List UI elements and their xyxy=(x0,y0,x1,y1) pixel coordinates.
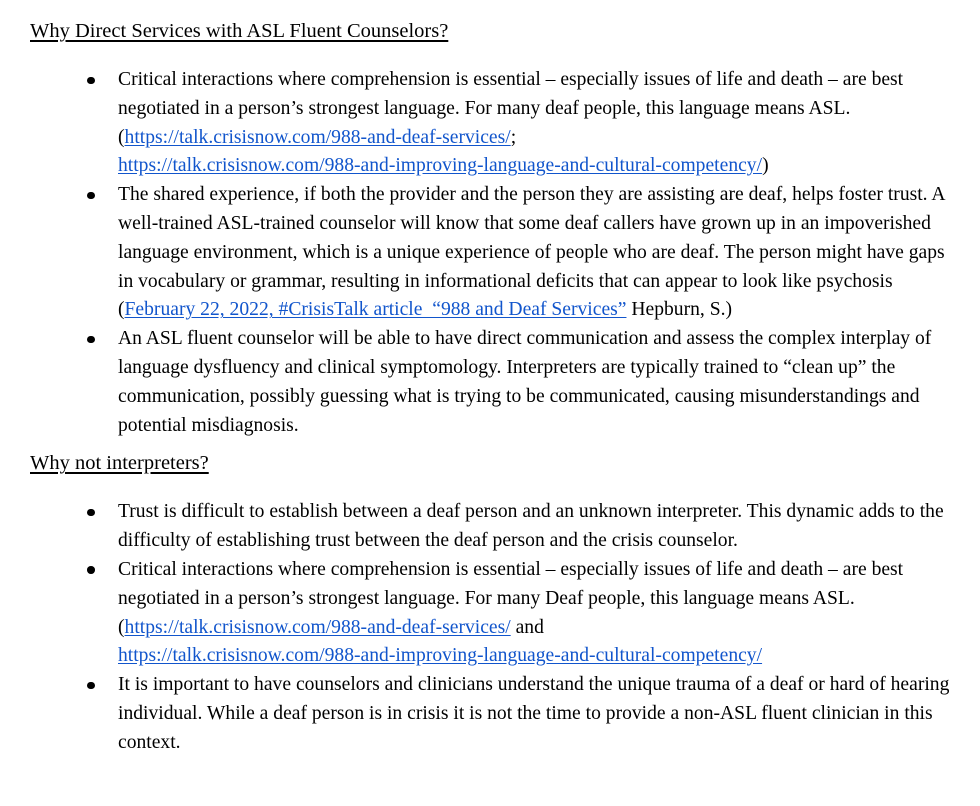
bullet-list xyxy=(30,498,962,757)
text-run: ) xyxy=(762,155,769,177)
list-item xyxy=(30,181,962,325)
bullet-icon xyxy=(87,509,95,517)
section-heading: Why not interpreters? xyxy=(30,452,209,475)
bullet-icon xyxy=(87,77,95,85)
hyperlink[interactable]: https://talk.crisisnow.com/988-and-improving-language-and-cultural-competency/ xyxy=(118,155,763,177)
text-run: An ASL fluent counselor will be able to have direct communication and assess the complex interplay of language dysfluency and clinical symptomology. Interpreters are typically trained to “clean up” the communication, possibly guessing what is trying to be communicated, causing misunderstandings and potential misdiagnosis. xyxy=(118,328,932,436)
hyperlink[interactable]: https://talk.crisisnow.com/988-and-deaf-services/ xyxy=(124,126,511,148)
bullet-icon xyxy=(87,192,95,200)
text-run: and xyxy=(510,616,544,638)
text-run: Critical interactions where comprehension is essential – especially issues of life and death – are best negotiated in a person’s strongest language. For many Deaf people, this language means ASL. ( xyxy=(118,558,904,638)
section-heading: Why Direct Services with ASL Fluent Counselors? xyxy=(30,20,449,42)
hyperlink[interactable]: https://talk.crisisnow.com/988-and-improving-language-and-cultural-competency/ xyxy=(118,645,763,667)
text-run: Trust is difficult to establish between a deaf person and an unknown interpreter. This dynamic adds to the difficulty of establishing trust between the deaf person and the crisis counselor. xyxy=(118,501,944,552)
list-item xyxy=(30,556,962,671)
document-section xyxy=(30,450,962,757)
document-section xyxy=(30,18,962,440)
bullet-icon xyxy=(87,682,95,690)
hyperlink[interactable]: February 22, 2022, #CrisisTalk article “988 and Deaf Services” xyxy=(124,299,627,321)
bullet-icon xyxy=(87,336,95,344)
list-item xyxy=(30,325,962,440)
text-run: Critical interactions where comprehension is essential – especially issues of life and death – are best negotiated in a person’s strongest language. For many deaf people, this language means ASL. ( xyxy=(118,69,904,148)
list-item xyxy=(30,498,962,556)
list-item xyxy=(30,671,962,757)
text-run: Hepburn, S.) xyxy=(626,299,733,321)
document-page xyxy=(30,18,962,758)
hyperlink[interactable]: https://talk.crisisnow.com/988-and-deaf-services/ xyxy=(124,616,511,638)
bullet-icon xyxy=(87,566,95,574)
list-item xyxy=(30,66,962,181)
text-run: The shared experience, if both the provider and the person they are assisting are deaf, helps foster trust. A well-trained ASL-trained counselor will know that some deaf callers have grown up in an impoverished language environment, which is a unique experience of people who are deaf. The person might have gaps in vocabulary or grammar, resulting in informational deficits that can appear to look like psychosis ( xyxy=(118,184,945,321)
text-run: ; xyxy=(510,126,517,148)
text-run: It is important to have counselors and clinicians understand the unique trauma of a deaf or hard of hearing individual. While a deaf person is in crisis it is not the time to provide a non-ASL fluent clinician in this context. xyxy=(118,674,950,753)
bullet-list xyxy=(30,66,962,440)
